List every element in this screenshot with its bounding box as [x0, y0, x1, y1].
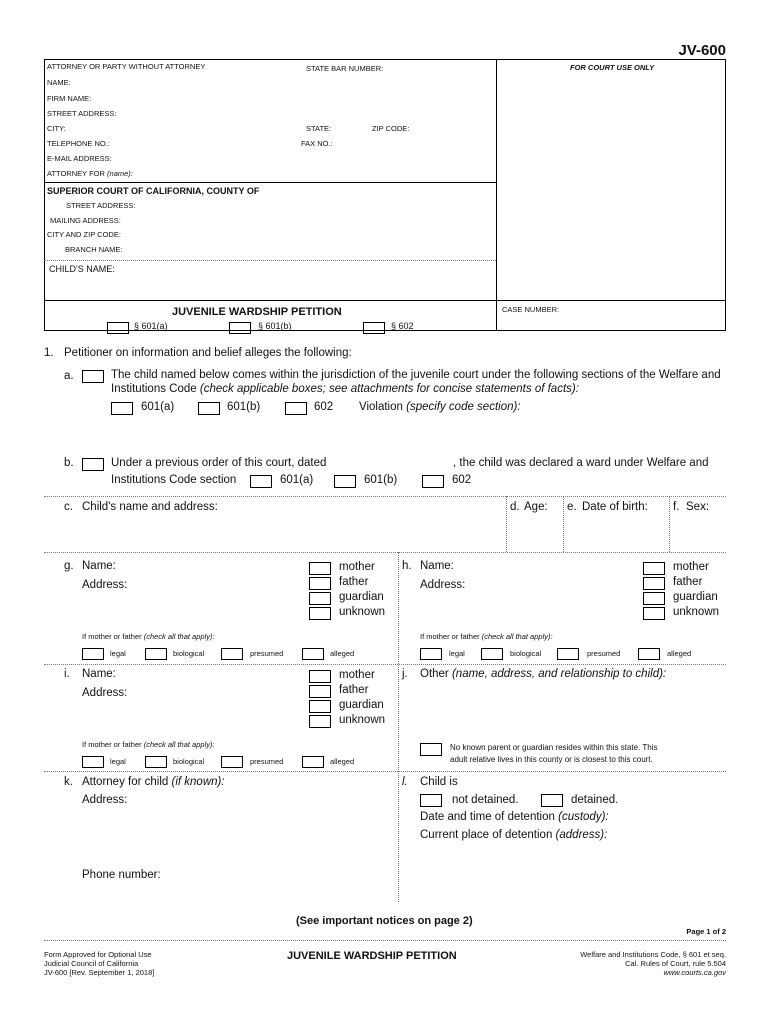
center-divider [398, 552, 399, 902]
item-i-letter: i. [64, 668, 70, 680]
item-h-letter: h. [402, 560, 412, 572]
item-k-letter: k. [64, 776, 73, 788]
city-field[interactable]: CITY: [47, 124, 66, 133]
parent-h-guardian-checkbox[interactable] [643, 592, 665, 605]
date-of-birth-field[interactable]: Date of birth: [582, 501, 648, 513]
parent-h-biological-label: biological [510, 649, 542, 658]
item1b-line1: Under a previous order of this court, dated [111, 457, 327, 469]
item1a-checkbox[interactable] [82, 370, 104, 383]
attorney-k-phone-field[interactable]: Phone number: [82, 869, 161, 881]
important-notice: (See important notices on page 2) [296, 915, 473, 927]
item1b-601b-label: 601(b) [364, 474, 398, 486]
parent-g-guardian-checkbox[interactable] [309, 592, 331, 605]
item1a-line1: The child named below comes within the jurisdiction of the juvenile court under the following sections of the Welfare and [111, 369, 721, 381]
court-use-divider [496, 59, 497, 330]
not-detained-checkbox[interactable] [420, 794, 442, 807]
item1b-checkbox[interactable] [82, 458, 104, 471]
court-branch-field[interactable]: BRANCH NAME: [65, 245, 123, 254]
parent-g-alleged-checkbox[interactable] [302, 648, 324, 660]
childs-name-address-field[interactable]: Child's name and address: [82, 501, 218, 513]
child-is-label: Child is [420, 776, 458, 788]
item1b-602-label: 602 [452, 474, 472, 486]
parent-i-guardian-checkbox[interactable] [309, 700, 331, 713]
parent-i-guardian-label: guardian [339, 699, 384, 711]
item1a-601b-checkbox[interactable] [198, 402, 220, 415]
parent-g-address-field[interactable]: Address: [82, 579, 128, 591]
item1a-601a-label: 601(a) [141, 401, 175, 413]
petition-602-checkbox[interactable] [363, 322, 385, 334]
item1b-line2: Institutions Code section [111, 474, 237, 486]
state-bar-label: STATE BAR NUMBER: [306, 64, 384, 73]
attorney-k-address-field[interactable]: Address: [82, 794, 128, 806]
revision-text: JV-600 [Rev. September 1, 2018] [44, 968, 155, 977]
detained-label: detained. [571, 794, 619, 806]
court-use-label: FOR COURT USE ONLY [570, 63, 655, 72]
parent-g-father-checkbox[interactable] [309, 577, 331, 590]
parent-i-biological-label: biological [173, 757, 205, 766]
item1a-602-checkbox[interactable] [285, 402, 307, 415]
petition-602-label: § 602 [391, 321, 414, 331]
parent-i-mother-label: mother [339, 669, 375, 681]
parent-i-if-text: If mother or father (check all that apply): [82, 740, 215, 749]
courts-website-link[interactable]: www.courts.ca.gov [663, 968, 726, 977]
detention-place-field[interactable]: Current place of detention (address): [420, 829, 608, 841]
court-mailing-field[interactable]: MAILING ADDRESS: [50, 216, 121, 225]
parent-i-unknown-checkbox[interactable] [309, 715, 331, 728]
parent-g-unknown-label: unknown [339, 606, 386, 618]
petition-title: JUVENILE WARDSHIP PETITION [172, 306, 342, 318]
row-gh-top [44, 552, 726, 553]
parent-g-mother-label: mother [339, 561, 375, 573]
header-top-border [44, 59, 726, 60]
rules-of-court-text: Cal. Rules of Court, rule 5.504 [625, 959, 726, 968]
parent-i-alleged-label: alleged [330, 757, 355, 766]
header-bottom-border [44, 330, 726, 331]
court-title: SUPERIOR COURT OF CALIFORNIA, COUNTY OF [47, 186, 260, 196]
judicial-council-text: Judicial Council of California [44, 959, 139, 968]
parent-g-presumed-label: presumed [250, 649, 284, 658]
childs-name-divider [44, 260, 496, 261]
parent-h-legal-label: legal [449, 649, 465, 658]
item-g-letter: g. [64, 560, 74, 572]
page-number: Page 1 of 2 [686, 927, 726, 936]
item1b-602-checkbox[interactable] [422, 475, 444, 488]
parent-g-alleged-label: alleged [330, 649, 355, 658]
parent-h-legal-checkbox[interactable] [420, 648, 442, 660]
parent-g-legal-checkbox[interactable] [82, 648, 104, 660]
parent-h-mother-checkbox[interactable] [643, 562, 665, 575]
no-parent-line1: No known parent or guardian resides within this state. This [450, 743, 658, 752]
sex-field[interactable]: Sex: [686, 501, 710, 513]
parent-g-if-text: If mother or father (check all that apply): [82, 632, 215, 641]
court-city-zip-field[interactable]: CITY AND ZIP CODE: [47, 230, 121, 239]
parent-h-father-label: father [673, 576, 703, 588]
item1a-line2: Institutions Code (check applicable boxes; see attachments for concise statements of facts): [111, 383, 579, 395]
parent-g-father-label: father [339, 576, 369, 588]
detained-checkbox[interactable] [541, 794, 563, 807]
parent-i-name-field[interactable]: Name: [82, 668, 116, 680]
telephone-field[interactable]: TELEPHONE NO.: [47, 139, 110, 148]
parent-h-alleged-checkbox[interactable] [638, 648, 660, 660]
row-c-divider-1 [506, 496, 507, 552]
parent-i-father-label: father [339, 684, 369, 696]
item-l-letter: l. [402, 776, 408, 788]
row-kl-top [44, 771, 726, 772]
age-field[interactable]: Age: [524, 501, 548, 513]
parent-i-presumed-checkbox[interactable] [221, 756, 243, 768]
street-address-field[interactable]: STREET ADDRESS: [47, 109, 117, 118]
item1d-letter: d. [510, 501, 520, 513]
item1a-602-label: 602 [314, 401, 334, 413]
no-parent-checkbox[interactable] [420, 743, 442, 756]
parent-g-biological-label: biological [173, 649, 205, 658]
parent-i-alleged-checkbox[interactable] [302, 756, 324, 768]
parent-g-presumed-checkbox[interactable] [221, 648, 243, 660]
childs-name-field[interactable]: CHILD'S NAME: [49, 264, 115, 274]
form-id: JV-600 [678, 42, 726, 59]
parent-i-legal-label: legal [110, 757, 126, 766]
fax-field[interactable]: FAX NO.: [301, 139, 333, 148]
other-j-field[interactable]: Other (name, address, and relationship to child): [420, 668, 667, 680]
parent-g-unknown-checkbox[interactable] [309, 607, 331, 620]
parent-g-name-field[interactable]: Name: [82, 560, 116, 572]
parent-h-father-checkbox[interactable] [643, 577, 665, 590]
parent-i-unknown-label: unknown [339, 714, 386, 726]
court-section-border [44, 182, 496, 183]
parent-i-biological-checkbox[interactable] [145, 756, 167, 768]
parent-h-biological-checkbox[interactable] [481, 648, 503, 660]
parent-h-mother-label: mother [673, 561, 709, 573]
footer-title: JUVENILE WARDSHIP PETITION [287, 950, 457, 962]
item-j-letter: j. [402, 668, 408, 680]
no-parent-line2: adult relative lives in this county or is closest to this court. [450, 755, 653, 764]
footer-divider [44, 940, 726, 941]
attorney-party-label: ATTORNEY OR PARTY WITHOUT ATTORNEY [47, 62, 206, 71]
court-street-field[interactable]: STREET ADDRESS: [66, 201, 136, 210]
parent-h-presumed-checkbox[interactable] [557, 648, 579, 660]
petition-601b-checkbox[interactable] [229, 322, 251, 334]
form-approved-text: Form Approved for Optional Use [44, 950, 152, 959]
parent-h-name-field[interactable]: Name: [420, 560, 454, 572]
header-right-border [725, 59, 726, 330]
parent-h-guardian-label: guardian [673, 591, 718, 603]
attorney-k-label[interactable]: Attorney for child (if known): [82, 776, 225, 788]
item1a-violation-field[interactable]: Violation (specify code section): [359, 401, 521, 413]
email-field[interactable]: E-MAIL ADDRESS: [47, 154, 112, 163]
parent-h-if-text: If mother or father (check all that apply): [420, 632, 553, 641]
item1-number: 1. [44, 347, 54, 359]
petition-601a-label: § 601(a) [134, 321, 168, 331]
row-c-divider-2 [563, 496, 564, 552]
petition-601a-checkbox[interactable] [107, 322, 129, 334]
parent-g-biological-checkbox[interactable] [145, 648, 167, 660]
item1f-letter: f. [673, 501, 680, 513]
not-detained-label: not detained. [452, 794, 519, 806]
firm-name-field[interactable]: FIRM NAME: [47, 94, 92, 103]
state-field[interactable]: STATE: [306, 124, 332, 133]
parent-h-unknown-checkbox[interactable] [643, 607, 665, 620]
item1a-letter: a. [64, 370, 74, 382]
item1-text: Petitioner on information and belief alleges the following: [64, 347, 352, 359]
parent-i-legal-checkbox[interactable] [82, 756, 104, 768]
parent-i-address-field[interactable]: Address: [82, 687, 128, 699]
parent-g-guardian-label: guardian [339, 591, 384, 603]
item1c-letter: c. [64, 501, 73, 513]
item1b-601b-checkbox[interactable] [334, 475, 356, 488]
parent-h-address-field[interactable]: Address: [420, 579, 466, 591]
parent-i-mother-checkbox[interactable] [309, 670, 331, 683]
row-c-divider-3 [669, 496, 670, 552]
zip-field[interactable]: ZIP CODE: [372, 124, 410, 133]
name-field[interactable]: NAME: [47, 78, 71, 87]
item1b-601a-label: 601(a) [280, 474, 314, 486]
parent-g-mother-checkbox[interactable] [309, 562, 331, 575]
item1e-letter: e. [567, 501, 577, 513]
parent-h-alleged-label: alleged [667, 649, 692, 658]
item1b-letter: b. [64, 457, 74, 469]
attorney-for-field[interactable]: ATTORNEY FOR (name): [47, 169, 133, 178]
row-ij-top [44, 664, 726, 665]
parent-g-legal-label: legal [110, 649, 126, 658]
case-number-field[interactable]: CASE NUMBER: [502, 305, 560, 314]
item1b-line1-right: , the child was declared a ward under Welfare and [453, 457, 709, 469]
detention-datetime-field[interactable]: Date and time of detention (custody): [420, 811, 609, 823]
petition-601b-label: § 601(b) [258, 321, 292, 331]
item1a-601b-label: 601(b) [227, 401, 261, 413]
header-left-border [44, 59, 45, 330]
item1b-601a-checkbox[interactable] [250, 475, 272, 488]
item1a-601a-checkbox[interactable] [111, 402, 133, 415]
title-section-border [44, 300, 726, 301]
parent-h-presumed-label: presumed [587, 649, 621, 658]
parent-i-father-checkbox[interactable] [309, 685, 331, 698]
welfare-code-text: Welfare and Institutions Code, § 601 et seq. [580, 950, 726, 959]
parent-i-presumed-label: presumed [250, 757, 284, 766]
parent-h-unknown-label: unknown [673, 606, 720, 618]
row-c-top [44, 496, 726, 497]
